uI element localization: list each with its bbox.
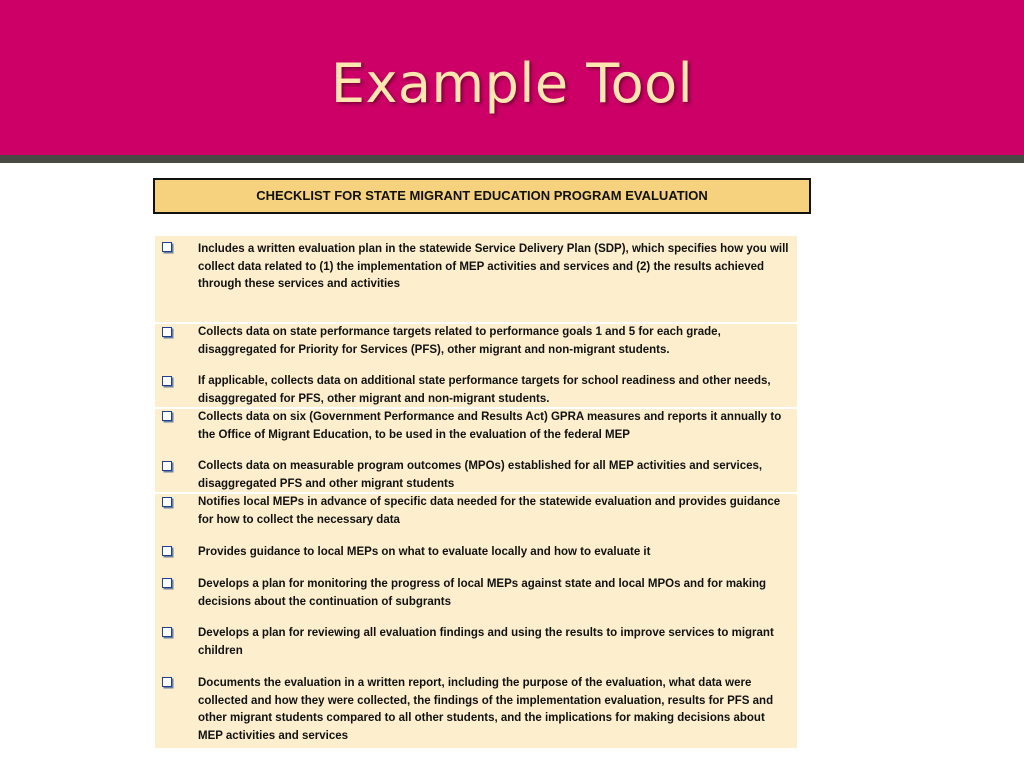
- checklist-item-text: Includes a written evaluation plan in the statewide Service Delivery Plan (SDP), which specifies how you will collect data related to (1) the implementation of MEP activities and services and (2) the results achieved through these services and activities: [198, 243, 789, 290]
- header-divider: [0, 155, 1024, 163]
- checkbox-icon[interactable]: [162, 546, 172, 556]
- checkbox-icon[interactable]: [162, 242, 172, 252]
- checklist-group-3: [155, 409, 797, 492]
- checklist-item-text: Collects data on measurable program outcomes (MPOs) established for all MEP activities and services, disaggregated PFS and other migrant students: [198, 460, 763, 490]
- checkbox-icon[interactable]: [162, 497, 172, 507]
- checkbox-icon[interactable]: [162, 578, 172, 588]
- checklist-item-text: Notifies local MEPs in advance of specific data needed for the statewide evaluation and provides guidance for how to collect the necessary data: [198, 496, 781, 526]
- checkbox-icon[interactable]: [162, 327, 172, 337]
- checklist-group-2: [155, 324, 797, 407]
- checklist-item-text: Collects data on six (Government Performance and Results Act) GPRA measures and reports it annually to the Office of Migrant Education, to be used in the evaluation of the federal MEP: [198, 411, 782, 441]
- checklist-item-text: Documents the evaluation in a written report, including the purpose of the evaluation, what data were collected and how they were collected, the findings of the implementation evaluation, results for PFS and other migrant students compared to all other students, and the implications for making decisions about MEP activities and services: [198, 677, 774, 742]
- checklist-item-text: If applicable, collects data on additional state performance targets for school readiness and other needs, disaggregated for PFS, other migrant and non-migrant students.: [198, 375, 771, 405]
- checklist-item-text: Provides guidance to local MEPs on what to evaluate locally and how to evaluate it: [198, 546, 651, 558]
- checklist-item-text: Collects data on state performance targets related to performance goals 1 and 5 for each grade, disaggregated for Priority for Services (PFS), other migrant and non-migrant students.: [198, 326, 721, 356]
- checklist-group-4: [155, 494, 797, 748]
- checkbox-icon[interactable]: [162, 376, 172, 386]
- checkbox-icon[interactable]: [162, 461, 172, 471]
- checklist-title: CHECKLIST FOR STATE MIGRANT EDUCATION PROGRAM EVALUATION: [153, 178, 811, 214]
- checkbox-icon[interactable]: [162, 677, 172, 687]
- checkbox-icon[interactable]: [162, 627, 172, 637]
- checklist-group-1: [155, 236, 797, 322]
- slide-title: Example Tool: [330, 52, 694, 115]
- checklist-item-text: Develops a plan for monitoring the progress of local MEPs against state and local MPOs and for making decisions about the continuation of subgrants: [198, 578, 767, 608]
- checklist-item-text: Develops a plan for reviewing all evaluation findings and using the results to improve services to migrant children: [198, 627, 774, 657]
- checkbox-icon[interactable]: [162, 411, 172, 421]
